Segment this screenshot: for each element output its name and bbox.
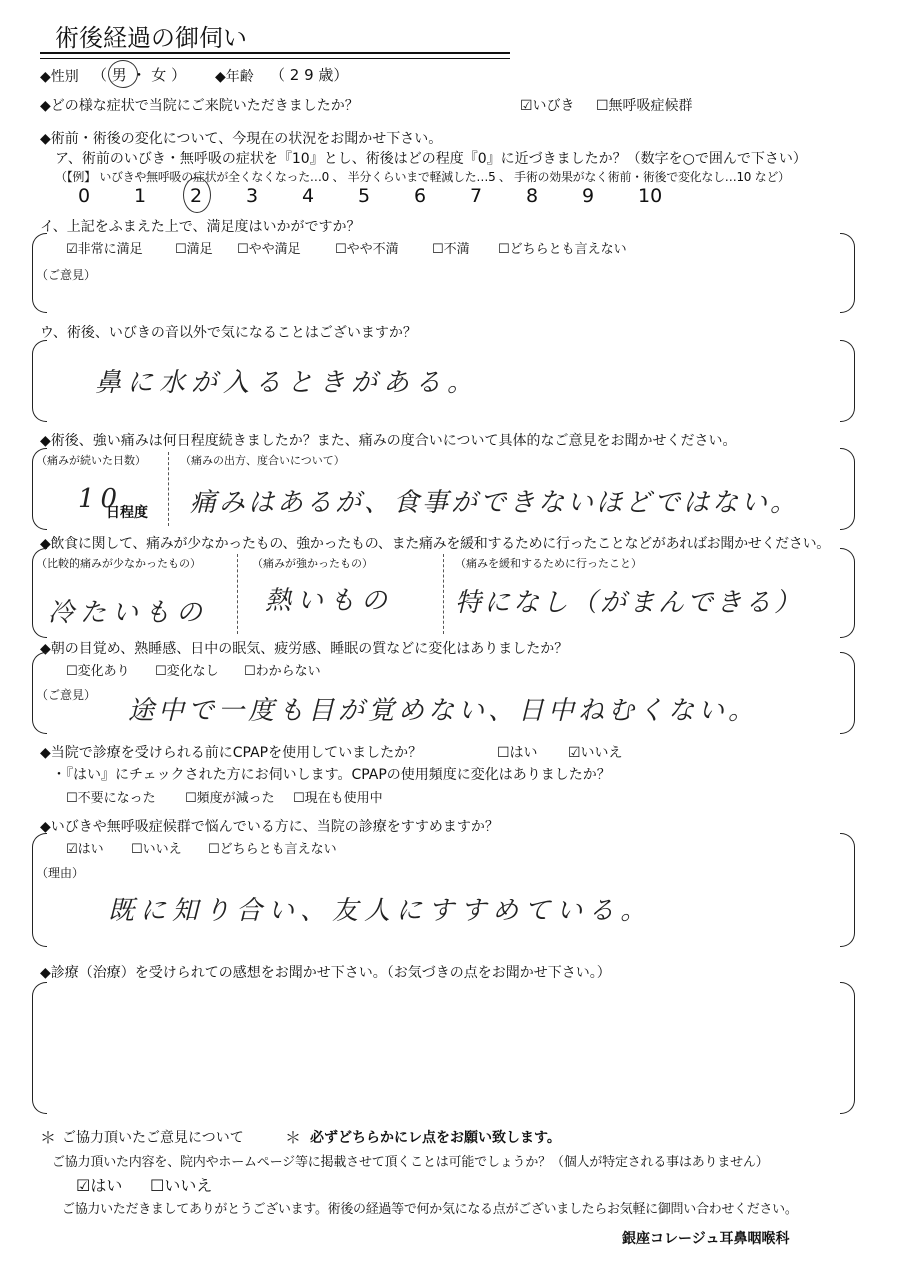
pain-days-value: 10	[78, 484, 124, 514]
footer-line1: ご協力頂いたご意見について	[62, 1130, 244, 1146]
q-recommend: ◆いびきや無呼吸症候群で悩んでいる方に、当院の診療をすすめますか？	[40, 819, 499, 835]
q-morning: ◆朝の目覚め、熟睡感、日中の眠気、疲労感、睡眠の質などに変化はありましたか？	[40, 641, 569, 657]
q-satisfaction: イ、上記をふまえた上で、満足度はいかがですか？	[40, 219, 361, 235]
clinic-name: 銀座コレージュ耳鼻咽喉科	[622, 1231, 790, 1247]
form-title: 術後経過の御伺い	[55, 24, 247, 52]
food-bracket-right	[840, 548, 855, 638]
footer-line1-bold: 必ずどちらかにレ点をお願い致します。	[310, 1130, 561, 1146]
symptom-apnea-checkbox[interactable]: ☐無呼吸症候群	[596, 98, 693, 114]
morning-opinion-label: （ご意見）	[36, 688, 97, 702]
title-underline	[40, 52, 510, 59]
footer-thanks: ご協力いただきましてありがとうございます。術後の経過等で何か気になる点がございましたらお気軽に御問い合わせください。	[62, 1202, 798, 1217]
q-pain: ◆術後、強い痛みは何日程度続きましたか？また、痛みの度合いについて具体的なご意見をお聞かせください。	[40, 433, 737, 449]
recommend-neither[interactable]: ☐どちらとも言えない	[208, 842, 337, 857]
pain-days-label: （痛みが続いた日数）	[36, 454, 146, 467]
cpap-reduced[interactable]: ☐頻度が減った	[185, 791, 275, 806]
morning-bracket-right	[840, 652, 855, 734]
sat-somewhat-satisfied[interactable]: ☐やや満足	[237, 242, 301, 257]
q-change-sub: ア、術前のいびき・無呼吸の症状を『10』とし、術後はどの程度『0』に近づきましたか？（数字を○で囲んで下さい）	[55, 151, 807, 167]
q-symptom: ◆どの様な症状で当院にご来院いただきましたか？	[40, 98, 359, 114]
food-col3-value: 特になし（がまんできる）	[455, 588, 804, 618]
scale-option-3[interactable]: 3	[246, 185, 259, 207]
q-cpap: ◆当院で診療を受けられる前にCPAPを使用していましたか？	[40, 745, 423, 761]
scale-option-0[interactable]: 0	[78, 185, 91, 207]
gender-label: ◆性別	[40, 69, 79, 85]
scale-option-7[interactable]: 7	[470, 185, 483, 207]
age-value: （ 2 9 歳）	[270, 66, 349, 84]
food-separator-2	[443, 554, 444, 634]
concern-bracket-left	[32, 340, 47, 422]
pain-degree-value: 痛みはあるが、食事ができないほどではない。	[190, 488, 800, 518]
footer-yes-checkbox[interactable]: ☑はい	[76, 1176, 123, 1195]
food-col3-label: （痛みを緩和するために行ったこと）	[455, 557, 642, 570]
satisfaction-bracket-right	[840, 233, 855, 313]
concern-bracket-right	[840, 340, 855, 422]
pain-degree-label: （痛みの出方、度合いについて）	[180, 454, 345, 467]
cpap-follow: ・『はい』にチェックされた方にお伺いします。CPAPの使用頻度に変化はありましたか？	[52, 767, 611, 783]
improvement-scale	[78, 183, 698, 213]
scale-option-2[interactable]: 2	[190, 185, 203, 207]
sat-somewhat-dissatisfied[interactable]: ☐やや不満	[335, 242, 399, 257]
sat-neither[interactable]: ☐どちらとも言えない	[498, 242, 627, 257]
scale-option-6[interactable]: 6	[414, 185, 427, 207]
sat-satisfied[interactable]: ☐満足	[175, 242, 213, 257]
recommend-no[interactable]: ☐いいえ	[131, 842, 182, 857]
recommend-yes[interactable]: ☑はい	[66, 842, 104, 857]
food-col1-value: 冷たいもの	[48, 598, 209, 628]
scale-option-5[interactable]: 5	[358, 185, 371, 207]
scale-option-8[interactable]: 8	[526, 185, 539, 207]
food-col1-label: （比較的痛みが少なかったもの）	[36, 557, 201, 570]
recommend-bracket-right	[840, 833, 855, 947]
concern-answer: 鼻に水が入るときがある。	[95, 368, 480, 398]
scale-option-1[interactable]: 1	[134, 185, 147, 207]
recommend-answer: 既に知り合い、友人にすすめている。	[108, 896, 653, 926]
food-col2-value: 熱いもの	[265, 586, 394, 616]
cpap-yes[interactable]: ☐はい	[497, 745, 538, 761]
morning-unknown[interactable]: ☐わからない	[244, 664, 321, 679]
food-col2-label: （痛みが強かったもの）	[252, 557, 373, 570]
gender-value: （ 男 ・ 女 ）	[92, 66, 187, 84]
scale-option-10[interactable]: 10	[638, 185, 663, 207]
footer-star-1: ＊	[40, 1128, 57, 1147]
symptom-snoring-checkbox[interactable]: ☑いびき	[520, 98, 575, 114]
pain-bracket-right	[840, 448, 855, 530]
recommend-bracket-left	[32, 833, 47, 947]
gender-circle	[108, 60, 138, 88]
q-change: ◆術前・術後の変化について、今現在の状況をお聞かせ下さい。	[40, 131, 443, 147]
cpap-unnecessary[interactable]: ☐不要になった	[66, 791, 156, 806]
age-label: ◆年齢	[215, 69, 254, 85]
cpap-no[interactable]: ☑いいえ	[568, 745, 623, 761]
impression-bracket-left	[32, 982, 47, 1114]
q-change-example: （【例】 いびきや無呼吸の症状が全くなくなった…0 、 半分くらいまで軽減した…5 、 手術の効果がなく術前・術後で変化なし…10 など）	[55, 170, 790, 184]
footer-line2: ご協力頂いた内容を、院内やホームページ等に掲載させて頂くことは可能でしょうか？（個人が特定される事はありません）	[52, 1155, 769, 1170]
q-food: ◆飲食に関して、痛みが少なかったもの、強かったもの、また痛みを緩和するために行ったことなどがあればお聞かせください。	[40, 536, 830, 552]
q-concern: ウ、術後、いびきの音以外で気になることはございますか？	[40, 325, 417, 341]
sat-dissatisfied[interactable]: ☐不満	[432, 242, 470, 257]
scale-option-4[interactable]: 4	[302, 185, 315, 207]
footer-star-2: ＊	[285, 1128, 302, 1147]
morning-changed[interactable]: ☐変化あり	[66, 664, 130, 679]
pain-separator	[168, 452, 169, 526]
scale-selected-circle	[183, 177, 211, 213]
sat-opinion-label: （ご意見）	[36, 268, 97, 282]
morning-unchanged[interactable]: ☐変化なし	[155, 664, 219, 679]
q-impression: ◆診療（治療）を受けられての感想をお聞かせ下さい。（お気づきの点をお聞かせ下さい。）	[40, 965, 611, 981]
cpap-still-using[interactable]: ☐現在も使用中	[293, 791, 383, 806]
recommend-reason-label: （理由）	[36, 866, 85, 880]
morning-answer: 途中で一度も目が覚めない、日中ねむくない。	[128, 696, 759, 726]
scale-option-9[interactable]: 9	[582, 185, 595, 207]
footer-no-checkbox[interactable]: ☐いいえ	[150, 1176, 213, 1195]
pain-days-unit: 日程度	[106, 505, 148, 521]
impression-bracket-right	[840, 982, 855, 1114]
food-separator-1	[237, 554, 238, 634]
sat-very-satisfied[interactable]: ☑非常に満足	[66, 242, 143, 257]
